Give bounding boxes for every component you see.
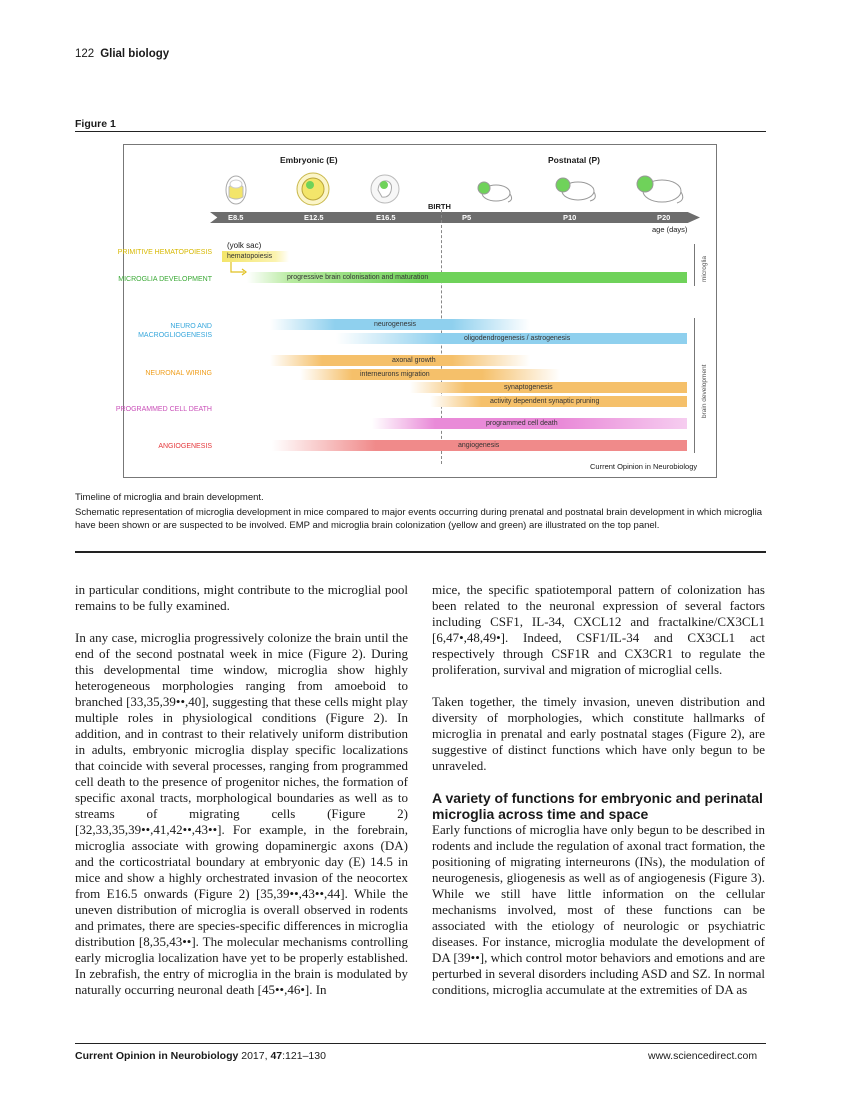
- tick-label: E12.5: [304, 213, 324, 222]
- side-label-brain-development: brain development: [701, 364, 708, 418]
- side-label-microglia: microglia: [701, 255, 708, 282]
- tick-label: P5: [462, 213, 472, 222]
- row-label-programmed-cell-death: PROGRAMMED CELL DEATH: [115, 406, 212, 413]
- footer-year: 2017,: [241, 1050, 268, 1062]
- mouse-p5-icon: [474, 178, 514, 204]
- row-label-angiogenesis: ANGIOGENESIS: [158, 443, 212, 450]
- brain-development-bracket: [690, 318, 695, 453]
- body-left-column: [75, 582, 408, 1014]
- paragraph: Taken together, the timely invasion, uneven distribution and diversity of morphologies, which constitute hallmarks of microglia in prenatal and early postnatal stages (Figure 2), are suggestive of distinct functions which have only begun to be unraveled.: [432, 694, 765, 773]
- bar-synaptic-pruning: activity dependent synaptic pruning: [430, 396, 687, 407]
- timeline-axis: [210, 212, 700, 223]
- age-axis-label: age (days): [652, 225, 688, 234]
- embryo-e125-icon: [296, 170, 330, 208]
- paragraph: In any case, microglia progressively colonize the brain until the end of the second postnatal week in mice (Figure 2). During this developmental time window, microglia show highly heterogeneous morphologies ranging from amoeboid to branched [33,35,39••,40], suggesting that these cells might play multiple roles in physiological conditions (Figure 2). In addition, and in contrast to their relatively uniform distribution in adults, embryonic microglia display specific localizations that coincide with several processes, ranging from programmed cell death to the presence of progenitor niches, the formation of specific axonal tracts, morphological boundaries as well as to streams of migrating cells (Figure 2) [32,33,35,39••,41,42••,43••]. For example, in the forebrain, microglia associate with growing dopaminergic axons (DA) and the corticostriatal boundary at embryonic day (E) 14.5 in mice and show a highly orchestrated invasion of the neocortex from E16.5 onwards (Figure 2) [35,39••,43••,44]. While the uneven distribution of microglia is overall observed in rodents and primates, there are species-specific differences in microglia distribution [8,35,43••]. The molecular mechanisms controlling early microglia localization have yet to be properly established. In zebrafish, the entry of microglia in the brain is modulated by naturally occurring neuronal death [45••,46•]. In: [75, 630, 408, 997]
- section-heading: A variety of functions for embryonic and perinatal microglia across time and space: [432, 790, 763, 822]
- row-label-hematopoiesis: PRIMITIVE HEMATOPOIESIS: [117, 249, 212, 256]
- bar-hematopoiesis: hematopoiesis: [222, 251, 289, 262]
- bar-interneurons-migration: interneurons migration: [300, 369, 560, 380]
- bar-angiogenesis: angiogenesis: [272, 440, 687, 451]
- paragraph: Early functions of microglia have only begun to be described in rodents and include the regulation of axonal tract formation, the positioning of migrating interneurons (INs), the modulation of neurogenesis, gliogenesis as well as of angiogenesis (Figure 3). While we still have little information on the cellular mechanisms involved, most of these functions can be associated with the etiology of neurologic or psychiatric diseases. For instance, microglia modulate the development of DA [39••], which control motor behaviors and emotions and are perturbed in several disorders including ASD and SZ. In normal conditions, microglia accumulate at the extremities of DA as: [432, 822, 765, 997]
- figure-label: Figure 1: [75, 118, 116, 130]
- footer-journal: Current Opinion in Neurobiology: [75, 1050, 239, 1062]
- footer-citation: [75, 1050, 326, 1062]
- bar-axonal-growth: axonal growth: [270, 355, 530, 366]
- row-label-neuro-macrogliogenesis: NEURO AND MACROGLIOGENESIS: [138, 323, 212, 339]
- mouse-p20-icon: [632, 172, 686, 206]
- tick-label: E16.5: [376, 213, 396, 222]
- embryonic-heading: Embryonic (E): [280, 155, 338, 165]
- microglia-bracket: [690, 244, 695, 286]
- tick-label: E8.5: [228, 213, 244, 222]
- paragraph: in particular conditions, might contribute to the microglial pool remains to be fully examined.: [75, 582, 408, 613]
- yolk-sac-label: (yolk sac): [227, 241, 262, 250]
- birth-label: BIRTH: [428, 202, 451, 211]
- embryo-e165-icon: [369, 172, 401, 206]
- bar-neurogenesis: neurogenesis: [270, 319, 530, 330]
- tick-label: P20: [657, 213, 671, 222]
- body-right-column: [432, 582, 765, 1014]
- page-number: 122: [75, 48, 95, 60]
- caption-title: Timeline of microglia and brain development.: [75, 492, 264, 503]
- caption-bottom-rule: [75, 551, 766, 553]
- figure-source: Current Opinion in Neurobiology: [590, 462, 698, 471]
- running-header: [75, 48, 169, 60]
- row-label-microglia-development: MICROGLIA DEVELOPMENT: [118, 276, 212, 283]
- bar-microglia-colonisation: progressive brain colonisation and maturation: [247, 272, 687, 283]
- paragraph: mice, the specific spatiotemporal pattern of colonization has been related to the neuronal expression of several factors including CSF1, IL-34, CXCL12 and fractalkine/CX3CL1 [6,47•,48,49•]. Indeed, CSF1/IL-34 and CX3CL1 act respectively through CSF1R and CX3CR1 to regulate the proliferation, survival and migration of microglial cells.: [432, 582, 765, 677]
- footer-website[interactable]: www.sciencedirect.com: [648, 1050, 758, 1062]
- journal-section: Glial biology: [100, 48, 170, 60]
- embryo-e85-icon: [224, 173, 248, 205]
- footer-volume: 47: [270, 1050, 283, 1062]
- tick-label: P10: [563, 213, 577, 222]
- bar-programmed-cell-death: programmed cell death: [372, 418, 687, 429]
- mouse-p10-icon: [552, 174, 598, 204]
- bar-oligodendrogenesis: oligodendrogenesis / astrogenesis: [336, 333, 687, 344]
- footer-pages: :121–130: [282, 1050, 326, 1062]
- postnatal-heading: Postnatal (P): [548, 155, 600, 165]
- figure-top-rule: [75, 131, 766, 132]
- caption-text: Schematic representation of microglia development in mice compared to major events occurring during prenatal and postnatal brain development in which microglia have been shown or are suspected to be involved. EMP and microglia brain colonization (yellow and green) are illustrated on the top panel.: [75, 507, 762, 531]
- row-label-neuronal-wiring: NEURONAL WIRING: [145, 370, 212, 377]
- bar-synaptogenesis: synaptogenesis: [410, 382, 687, 393]
- footer-rule: [75, 1043, 766, 1044]
